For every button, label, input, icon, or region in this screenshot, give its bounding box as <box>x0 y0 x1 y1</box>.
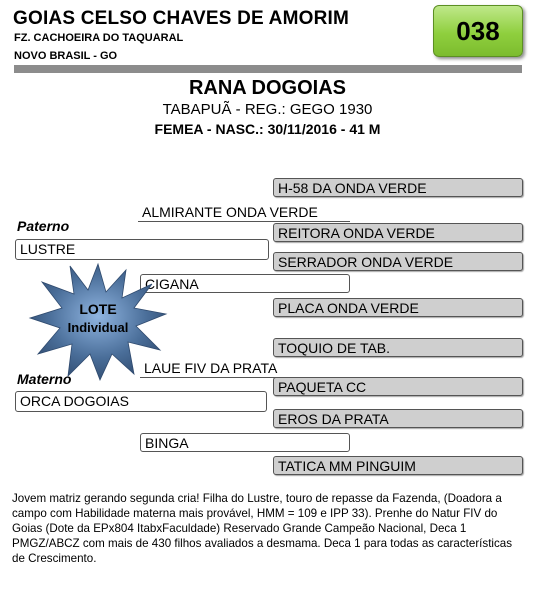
header-divider <box>14 65 522 73</box>
pedigree-dam: ORCA DOGOIAS <box>15 391 267 412</box>
pedigree-dam-sire: LAUE FIV DA PRATA <box>140 359 300 378</box>
pedigree-gg-4: PLACA ONDA VERDE <box>273 298 523 317</box>
animal-name: RANA DOGOIAS <box>188 77 347 99</box>
pedigree-gg-3: SERRADOR ONDA VERDE <box>273 252 523 271</box>
farm-name: GOIAS CELSO CHAVES DE AMORIM <box>13 8 350 29</box>
pedigree-gg-8: TATICA MM PINGUIM <box>273 456 523 475</box>
city-state: NOVO BRASIL - GO <box>14 50 118 62</box>
paternal-label: Paterno <box>17 218 70 234</box>
animal-description: Jovem matriz gerando segunda cria! Filha do Lustre, touro de repasse da Fazenda, (Doadora a campo com Habilidade materna mais provável, HMM = 109 e IPP 33). Prenhe do Natur FIV do Goias (Dote da EPx804 ItabxFaculdade) Reservado Grande Campeão Nacional, Deca 1 PMGZ/ABCZ com mais de 430 filhos avaliados a desmama. Deca 1 para todas as características de Crescimento. <box>12 492 513 565</box>
pedigree-gg-2: REITORA ONDA VERDE <box>273 223 523 242</box>
pedigree-gg-6: PAQUETA CC <box>273 377 523 396</box>
pedigree-sire-dam: CIGANA <box>140 274 350 293</box>
pedigree-dam-dam: BINGA <box>140 433 350 452</box>
lot-number-badge: 038 <box>433 5 523 57</box>
lote-individual-badge <box>28 262 168 382</box>
pedigree-gg-7: EROS DA PRATA <box>273 409 523 428</box>
sex-birthdate: FEMEA - NASC.: 30/11/2016 - 41 M <box>154 121 381 137</box>
badge-line1: LOTE <box>79 301 117 317</box>
farm-place: FZ. CACHOEIRA DO TAQUARAL <box>14 32 184 44</box>
pedigree-sire: LUSTRE <box>15 239 269 260</box>
maternal-label: Materno <box>17 371 72 387</box>
pedigree-gg-1: H-58 DA ONDA VERDE <box>273 178 523 197</box>
pedigree-gg-5: TOQUIO DE TAB. <box>273 338 523 357</box>
breed-registration: TABAPUÃ - REG.: GEGO 1930 <box>162 101 373 118</box>
badge-line2: Individual <box>67 320 129 335</box>
pedigree-sire-sire: ALMIRANTE ONDA VERDE <box>138 203 350 222</box>
